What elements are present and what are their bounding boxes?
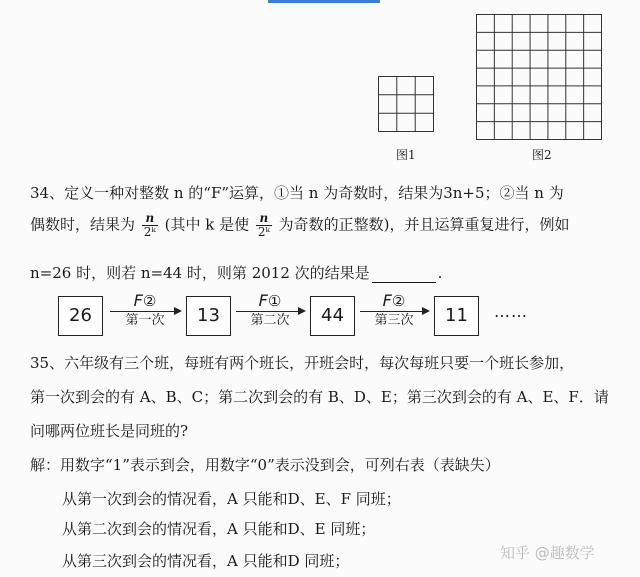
q35-line-3: 问哪两位班长是同班的? bbox=[30, 422, 189, 440]
fraction-denominator: 2ᵏ bbox=[143, 225, 156, 239]
fraction-numerator: n bbox=[142, 212, 158, 226]
fraction-n-over-2k bbox=[142, 212, 158, 239]
q34-line-2-a: 偶数时，结果为 bbox=[30, 215, 136, 234]
q35-solution-step-3: 从第三次到会的情况看，A 只能和D 同班； bbox=[62, 552, 350, 570]
q34-line-1: 34、定义一种对整数 n 的“F”运算，①当 n 为奇数时，结果为3n+5；②当 n 为 bbox=[30, 184, 564, 202]
q35-line-1: 35、六年级有三个班，每班有两个班长，开班会时，每次每班只要一个班长参加， bbox=[30, 354, 575, 372]
fraction-numerator: n bbox=[256, 212, 272, 226]
q34-line-2-b: (其中 k 是使 bbox=[164, 215, 250, 234]
q35-solution-intro: 解：用数字“1”表示到会，用数字“0”表示没到会，可列右表（表缺失） bbox=[30, 456, 500, 474]
figure-1-caption: 图1 bbox=[396, 148, 416, 162]
arrow-op: F bbox=[258, 291, 268, 310]
fraction-denominator: 2ᵏ bbox=[257, 225, 270, 239]
q34-line-2 bbox=[30, 212, 570, 239]
q34-line-3-end: . bbox=[437, 264, 443, 282]
q35-solution-step-1: 从第一次到会的情况看，A 只能和D、E、F 同班； bbox=[62, 490, 401, 508]
q34-line-3 bbox=[30, 262, 442, 283]
fraction-n-over-2k-2 bbox=[256, 212, 272, 239]
arrow-circ: ② bbox=[142, 292, 157, 310]
figure-2-caption: 图2 bbox=[532, 148, 552, 162]
arrow-circ: ② bbox=[391, 292, 406, 310]
flow-box-3: 44 bbox=[310, 296, 355, 336]
top-accent-bar bbox=[268, 0, 380, 3]
figure-2-grid bbox=[476, 14, 602, 140]
flow-arrow-2 bbox=[236, 292, 304, 330]
q34-line-2-c: 为奇数的正整数)，并且运算重复进行，例如 bbox=[278, 215, 570, 234]
flow-ellipsis: …… bbox=[494, 302, 528, 321]
flow-box-1: 26 bbox=[58, 296, 103, 336]
answer-blank bbox=[372, 268, 436, 283]
flow-arrow-3 bbox=[360, 292, 428, 330]
q34-line-3-text: n=26 时，则若 n=44 时，则第 2012 次的结果是 bbox=[30, 264, 370, 282]
q35-line-2: 第一次到会的有 A、B、C；第二次到会的有 B、D、E；第三次到会的有 A、E、F．请 bbox=[30, 388, 609, 406]
flow-arrow-1 bbox=[110, 292, 180, 330]
flow-box-2: 13 bbox=[186, 296, 231, 336]
watermark: 知乎 @趣数学 bbox=[500, 544, 595, 562]
flow-box-4: 11 bbox=[434, 296, 479, 336]
q35-solution-step-2: 从第二次到会的情况看，A 只能和D、E 同班； bbox=[62, 520, 376, 538]
arrow-circ: ① bbox=[267, 292, 282, 310]
arrow-op: F bbox=[133, 291, 143, 310]
arrow-op: F bbox=[382, 291, 392, 310]
arrow-label: 第三次 bbox=[374, 313, 414, 328]
figure-1-grid bbox=[378, 76, 434, 132]
arrow-label: 第一次 bbox=[125, 313, 165, 328]
arrow-label: 第二次 bbox=[250, 313, 290, 328]
